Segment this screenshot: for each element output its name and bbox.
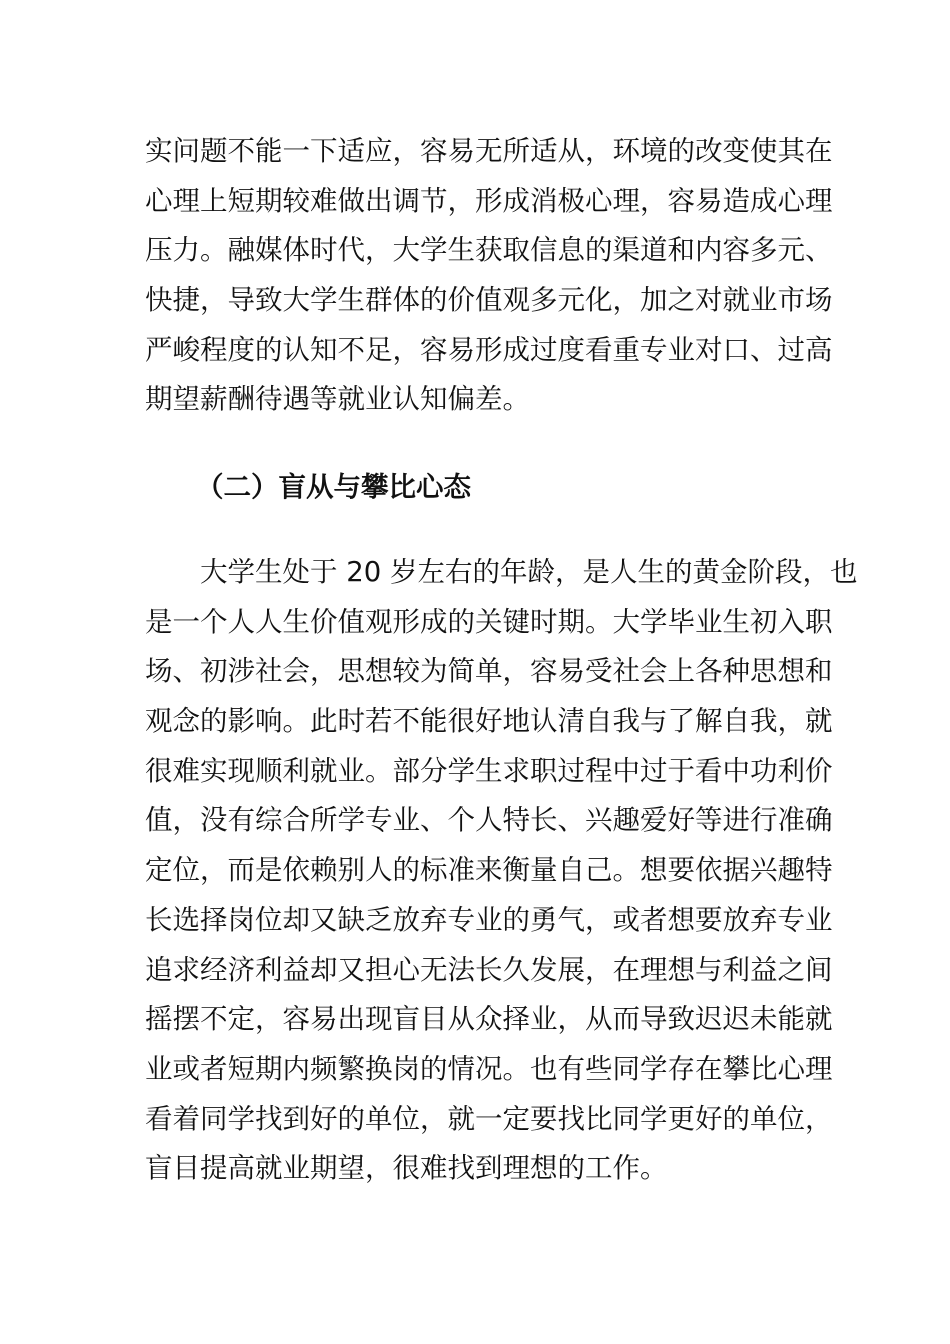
section-heading: （二）盲从与攀比心态: [196, 471, 471, 503]
paragraph-line: 严峻程度的认知不足，容易形成过度看重专业对口、过高: [145, 333, 833, 366]
paragraph-line: 是一个人人生价值观形成的关键时期。大学毕业生初入职: [145, 605, 833, 638]
paragraph-line: 快捷，导致大学生群体的价值观多元化，加之对就业市场: [145, 284, 833, 317]
paragraph-line: 看着同学找到好的单位，就一定要找比同学更好的单位，: [145, 1102, 833, 1135]
paragraph-line: 实问题不能一下适应，容易无所适从，环境的改变使其在: [145, 135, 833, 167]
body-paragraph-1: [145, 127, 833, 425]
paragraph-line: 观念的影响。此时若不能很好地认清自我与了解自我，就: [145, 705, 833, 738]
paragraph-line: 压力。融媒体时代，大学生获取信息的渠道和内容多元、: [145, 234, 833, 267]
paragraph-line: 期望薪酬待遇等就业认知偏差。: [145, 383, 530, 416]
paragraph-line: 大学生处于 20 岁左右的年龄，是人生的黄金阶段，也: [200, 556, 858, 588]
paragraph-line: 很难实现顺利就业。部分学生求职过程中过于看中功利价: [145, 754, 833, 787]
paragraph-line: 盲目提高就业期望，很难找到理想的工作。: [145, 1152, 668, 1185]
paragraph-line: 摇摆不定，容易出现盲目从众择业，从而导致迟迟未能就: [145, 1003, 833, 1036]
paragraph-line: 值，没有综合所学专业、个人特长、兴趣爱好等进行准确: [145, 804, 833, 837]
paragraph-line: 追求经济利益却又担心无法长久发展，在理想与利益之间: [145, 953, 833, 986]
paragraph-line: 定位，而是依赖别人的标准来衡量自己。想要依据兴趣特: [145, 854, 833, 887]
body-paragraph-2: [145, 548, 858, 1194]
paragraph-line: 长选择岗位却又缺乏放弃专业的勇气，或者想要放弃专业: [145, 903, 833, 936]
paragraph-line: 场、初涉社会，思想较为简单，容易受社会上各种思想和: [145, 655, 833, 688]
paragraph-line: 业或者短期内频繁换岗的情况。也有些同学存在攀比心理: [145, 1052, 833, 1085]
paragraph-line: 心理上短期较难做出调节，形成消极心理，容易造成心理: [145, 184, 833, 217]
